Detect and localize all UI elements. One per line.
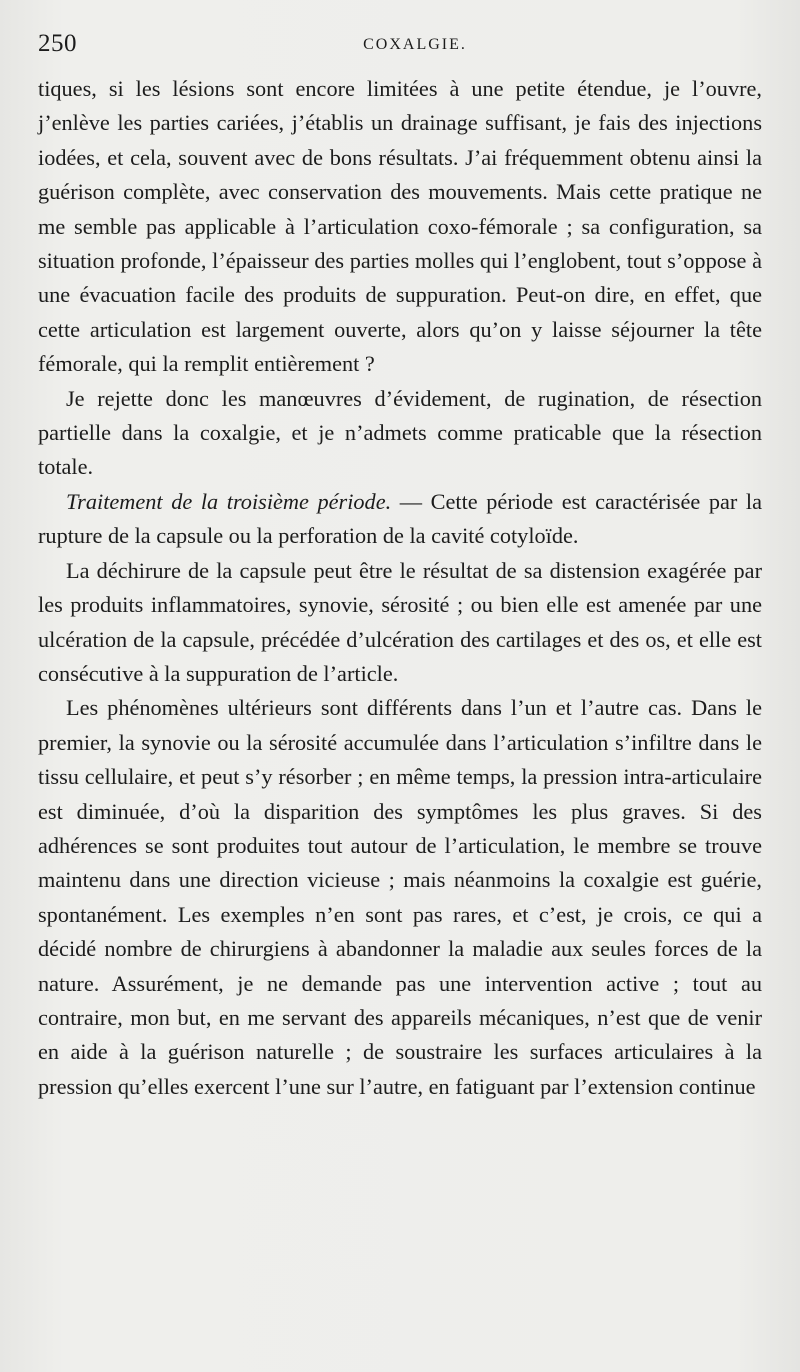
paragraph-rejection: Je rejette donc les manœuvres d’évidement, de rugination, de résection partielle dans la coxalgie, et je n’admets comme praticable que la résection totale. bbox=[38, 385, 762, 480]
page-number: 250 bbox=[38, 30, 77, 57]
section-heading: Traitement de la troisième période. bbox=[66, 488, 392, 514]
paragraph-continuation: tiques, si les lésions sont encore limitées à une petite étendue, je l’ouvre, j’enlève les parties cariées, j’établis un drainage suffisant, je fais des injections iodées, et cela, souvent avec de bons résultats. J’ai fréquemment obtenu ainsi la guérison complète, avec conservation des mouvements. Mais cette pratique ne me semble pas applicable à l’articulation coxo-fémorale ; sa configuration, sa situation profonde, l’épaisseur des parties molles qui l’englobent, tout s’oppose à une évacuation facile des produits de suppuration. Peut-on dire, en effet, que cette articulation est largement ouverte, alors qu’on y laisse séjourner la tête fémorale, qui la remplit entièrement ? bbox=[38, 76, 762, 377]
page-header bbox=[38, 30, 762, 64]
section-heading-text: — Cette période est caractérisée par la rupture de la capsule ou la perforation de la cavité cotyloïde. bbox=[38, 488, 762, 549]
paragraph-third-period bbox=[38, 485, 762, 554]
paragraph-later-phenomena: Les phénomènes ultérieurs sont différents dans l’un et l’autre cas. Dans le premier, la synovie ou la sérosité accumulée dans l’articulation s’infiltre dans le tissu cellulaire, et peut s’y résorber ; en même temps, la pression intra-articulaire est diminuée, d’où la disparition des symptômes les plus graves. Si des adhérences se sont produites tout autour de l’articulation, le membre se trouve maintenu dans une direction vicieuse ; mais néanmoins la coxalgie est guérie, spontanément. Les exemples n’en sont pas rares, et c’est, je crois, ce qui a décidé nombre de chirurgiens à abandonner la maladie aux seules forces de la nature. Assurément, je ne demande pas une intervention active ; tout au contraire, mon but, en me servant des appareils mécaniques, n’est que de venir en aide à la guérison naturelle ; de soustraire les surfaces articulaires à la pression qu’elles exercent l’une sur l’autre, en fatiguant par l’extension continue bbox=[38, 695, 762, 1099]
body-text bbox=[38, 72, 762, 1104]
running-head: COXALGIE. bbox=[363, 36, 467, 53]
paragraph-capsule-tear: La déchirure de la capsule peut être le résultat de sa distension exagérée par les produits inflammatoires, synovie, sérosité ; ou bien elle est amenée par une ulcération de la capsule, précédée d’ulcération des cartilages et des os, et elle est consécutive à la suppuration de l’article. bbox=[38, 557, 762, 686]
